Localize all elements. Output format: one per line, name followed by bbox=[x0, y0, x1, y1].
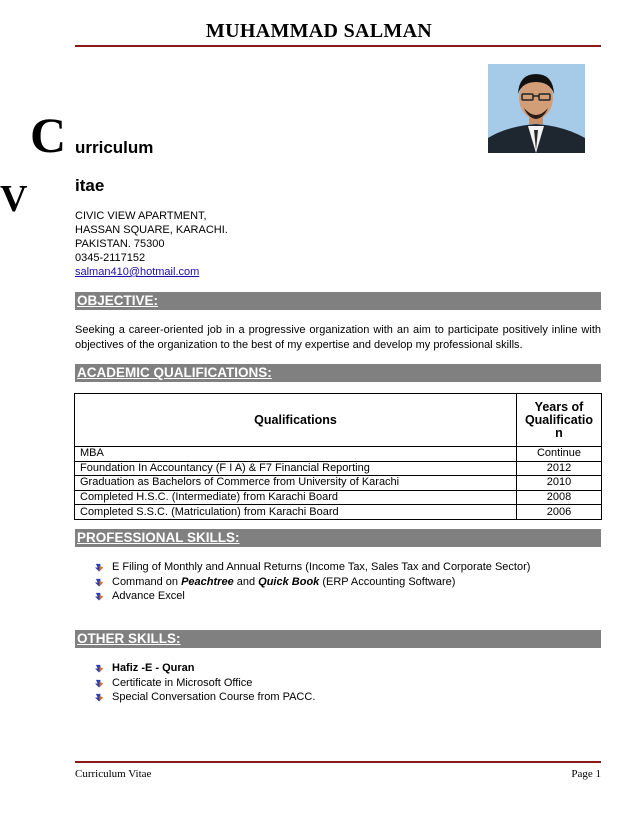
qualification-cell: Completed S.S.C. (Matriculation) from Karachi Board bbox=[75, 505, 517, 520]
skill-text: Hafiz -E - Quran bbox=[112, 662, 195, 674]
objective-heading: OBJECTIVE: bbox=[75, 292, 601, 310]
qualifications-column-header: Qualifications bbox=[75, 394, 517, 447]
phone-number: 0345-2117152 bbox=[75, 252, 146, 264]
header-rule bbox=[75, 45, 601, 47]
academic-heading: ACADEMIC QUALIFICATIONS: bbox=[75, 364, 601, 382]
arrow-down-right-icon bbox=[95, 563, 104, 572]
years-column-header: Years of Qualificatio n bbox=[517, 394, 602, 447]
arrow-down-right-icon bbox=[95, 679, 104, 688]
address-line-2: HASSAN SQUARE, KARACHI. bbox=[75, 224, 228, 236]
list-item bbox=[95, 575, 530, 590]
table-row bbox=[75, 490, 602, 505]
address-line-3: PAKISTAN. 75300 bbox=[75, 238, 165, 250]
title-letter-v: V bbox=[0, 178, 28, 220]
table-row bbox=[75, 447, 602, 462]
qualification-cell: Foundation In Accountancy (F I A) & F7 Financial Reporting bbox=[75, 461, 517, 476]
email-link[interactable]: salman410@hotmail.com bbox=[75, 266, 200, 278]
table-header-row bbox=[75, 394, 602, 447]
title-letter-c: C bbox=[30, 107, 67, 163]
table-row bbox=[75, 476, 602, 491]
qualifications-table bbox=[74, 393, 602, 520]
skill-text-mid: and bbox=[233, 575, 259, 588]
arrow-down-right-icon bbox=[95, 664, 104, 673]
professional-skills-list bbox=[95, 560, 530, 604]
qualification-cell: Completed H.S.C. (Intermediate) from Karachi Board bbox=[75, 490, 517, 505]
skill-quickbook: Quick Book bbox=[258, 575, 320, 588]
arrow-down-right-icon bbox=[95, 592, 104, 601]
skill-text-suffix: (ERP Accounting Software) bbox=[319, 575, 456, 588]
table-row bbox=[75, 505, 602, 520]
other-skills-heading: OTHER SKILLS: bbox=[75, 630, 601, 648]
list-item bbox=[95, 589, 530, 604]
footer-title: Curriculum Vitae bbox=[75, 768, 152, 780]
table-row bbox=[75, 461, 602, 476]
skill-text: Certificate in Microsoft Office bbox=[112, 676, 253, 689]
list-item bbox=[95, 690, 315, 705]
objective-text: Seeking a career-oriented job in a progressive organization with an aim to participate positively inline with objectives of the organization to the best of my expertise and develop my professional skills. bbox=[75, 324, 601, 351]
profile-photo bbox=[488, 64, 585, 153]
skill-text: Advance Excel bbox=[112, 590, 185, 602]
year-cell: 2012 bbox=[517, 461, 602, 476]
address-line-1: CIVIC VIEW APARTMENT, bbox=[75, 210, 207, 222]
page-number: Page 1 bbox=[571, 768, 601, 780]
other-skills-list bbox=[95, 661, 315, 705]
year-cell: Continue bbox=[517, 447, 602, 462]
contact-block bbox=[75, 209, 228, 279]
arrow-down-right-icon bbox=[95, 693, 104, 702]
title-word-urriculum: urriculum bbox=[75, 138, 154, 157]
professional-skills-heading: PROFESSIONAL SKILLS: bbox=[75, 529, 601, 547]
qualification-cell: Graduation as Bachelors of Commerce from University of Karachi bbox=[75, 476, 517, 491]
list-item bbox=[95, 661, 315, 676]
skill-peachtree: Peachtree bbox=[181, 575, 234, 588]
list-item bbox=[95, 560, 530, 575]
title-word-itae: itae bbox=[75, 176, 105, 195]
arrow-down-right-icon bbox=[95, 578, 104, 587]
year-cell: 2006 bbox=[517, 505, 602, 520]
candidate-name: MUHAMMAD SALMAN bbox=[205, 20, 433, 42]
year-cell: 2010 bbox=[517, 476, 602, 491]
footer-rule bbox=[75, 761, 601, 763]
year-cell: 2008 bbox=[517, 490, 602, 505]
qualification-cell: MBA bbox=[75, 447, 517, 462]
skill-text-prefix: Command on bbox=[112, 575, 182, 588]
list-item bbox=[95, 676, 315, 691]
skill-text: Special Conversation Course from PACC. bbox=[112, 691, 316, 703]
skill-text: E Filing of Monthly and Annual Returns (Income Tax, Sales Tax and Corporate Sector) bbox=[112, 561, 531, 573]
